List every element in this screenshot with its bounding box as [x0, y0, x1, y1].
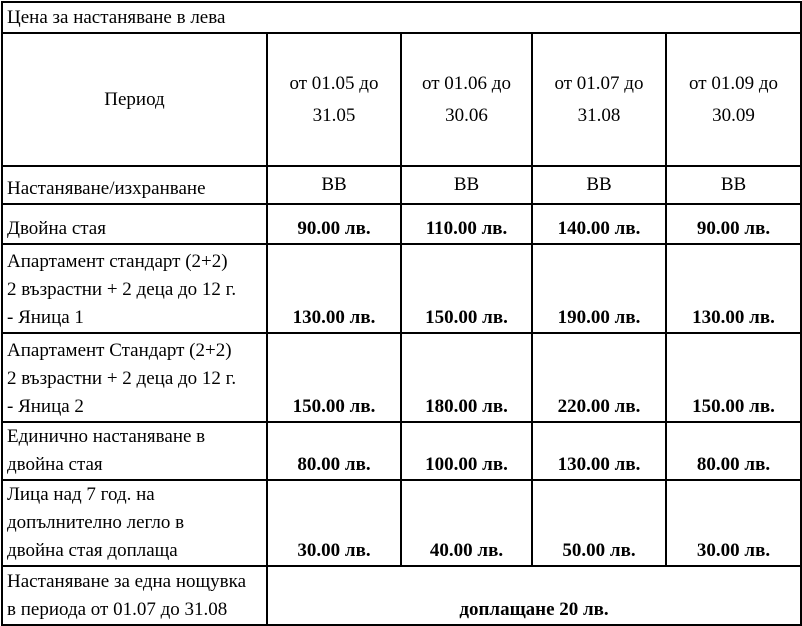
room-label-line: Апартамент Стандарт (2+2): [7, 340, 232, 361]
footer-row: [2, 566, 801, 625]
price-cell: 130.00 лв.: [267, 244, 401, 333]
room-label-line: Единично настаняване в: [7, 426, 206, 447]
period-label: Период: [2, 33, 267, 166]
price-cell: 130.00 лв.: [532, 422, 666, 480]
room-label-line: - Яница 2: [7, 396, 84, 417]
room-label-line: двойна стая доплаща: [7, 540, 178, 561]
price-cell: 100.00 лв.: [401, 422, 532, 480]
price-cell: 190.00 лв.: [532, 244, 666, 333]
room-label-line: Двойна стая: [7, 218, 106, 239]
table-row: [2, 480, 801, 566]
board-value: BB: [267, 166, 401, 204]
price-cell: 140.00 лв.: [532, 204, 666, 244]
period-start: от 01.09 до: [689, 72, 778, 94]
table-row: [2, 244, 801, 333]
room-label-line: 2 възрастни + 2 деца до 12 г.: [7, 368, 237, 389]
room-label-line: Лица над 7 год. на: [7, 484, 155, 505]
room-label-line: Апартамент стандарт (2+2): [7, 251, 228, 272]
price-cell: 150.00 лв.: [267, 333, 401, 422]
table-row: [2, 422, 801, 480]
period-end: 31.05: [312, 104, 356, 126]
board-value: BB: [401, 166, 532, 204]
price-cell: 80.00 лв.: [666, 422, 801, 480]
board-row: [2, 166, 801, 204]
period-cell: [532, 33, 666, 166]
room-label-line: 2 възрастни + 2 деца до 12 г.: [7, 279, 237, 300]
room-label-line: допълнително легло в: [7, 512, 185, 533]
period-cell: [401, 33, 532, 166]
price-cell: 150.00 лв.: [401, 244, 532, 333]
room-label-line: - Яница 1: [7, 307, 84, 328]
footer-label-line: Настаняване за една нощувка: [7, 571, 247, 592]
room-label-line: двойна стая: [7, 454, 103, 475]
price-cell: 150.00 лв.: [666, 333, 801, 422]
period-start: от 01.06 до: [422, 72, 511, 94]
table-row: [2, 204, 801, 244]
period-cell: [666, 33, 801, 166]
table-title: Цена за настаняване в лева: [2, 2, 801, 33]
price-cell: 220.00 лв.: [532, 333, 666, 422]
period-end: 30.06: [445, 104, 488, 126]
period-cell: [267, 33, 401, 166]
footer-label: [2, 566, 267, 625]
room-label: [2, 333, 267, 422]
board-value: BB: [666, 166, 801, 204]
room-label: [2, 204, 267, 244]
price-cell: 180.00 лв.: [401, 333, 532, 422]
period-start: от 01.07 до: [554, 72, 644, 94]
price-cell: 130.00 лв.: [666, 244, 801, 333]
period-end: 30.09: [712, 104, 755, 126]
price-cell: 110.00 лв.: [401, 204, 532, 244]
price-table: [1, 1, 802, 626]
price-cell: 40.00 лв.: [401, 480, 532, 566]
surcharge-cell: доплащане 20 лв.: [267, 566, 801, 625]
board-value: BB: [532, 166, 666, 204]
room-label: [2, 244, 267, 333]
period-start: от 01.05 до: [289, 72, 379, 94]
table-row: [2, 333, 801, 422]
room-label: [2, 480, 267, 566]
price-cell: 30.00 лв.: [267, 480, 401, 566]
period-end: 31.08: [577, 104, 621, 126]
room-label: [2, 422, 267, 480]
price-cell: 90.00 лв.: [666, 204, 801, 244]
price-cell: 30.00 лв.: [666, 480, 801, 566]
title-row: [2, 2, 801, 33]
price-cell: 90.00 лв.: [267, 204, 401, 244]
footer-label-line: в периода от 01.07 до 31.08: [7, 599, 228, 620]
price-cell: 50.00 лв.: [532, 480, 666, 566]
board-label: Настаняване/изхранване: [2, 166, 267, 204]
period-header-row: [2, 33, 801, 166]
price-cell: 80.00 лв.: [267, 422, 401, 480]
